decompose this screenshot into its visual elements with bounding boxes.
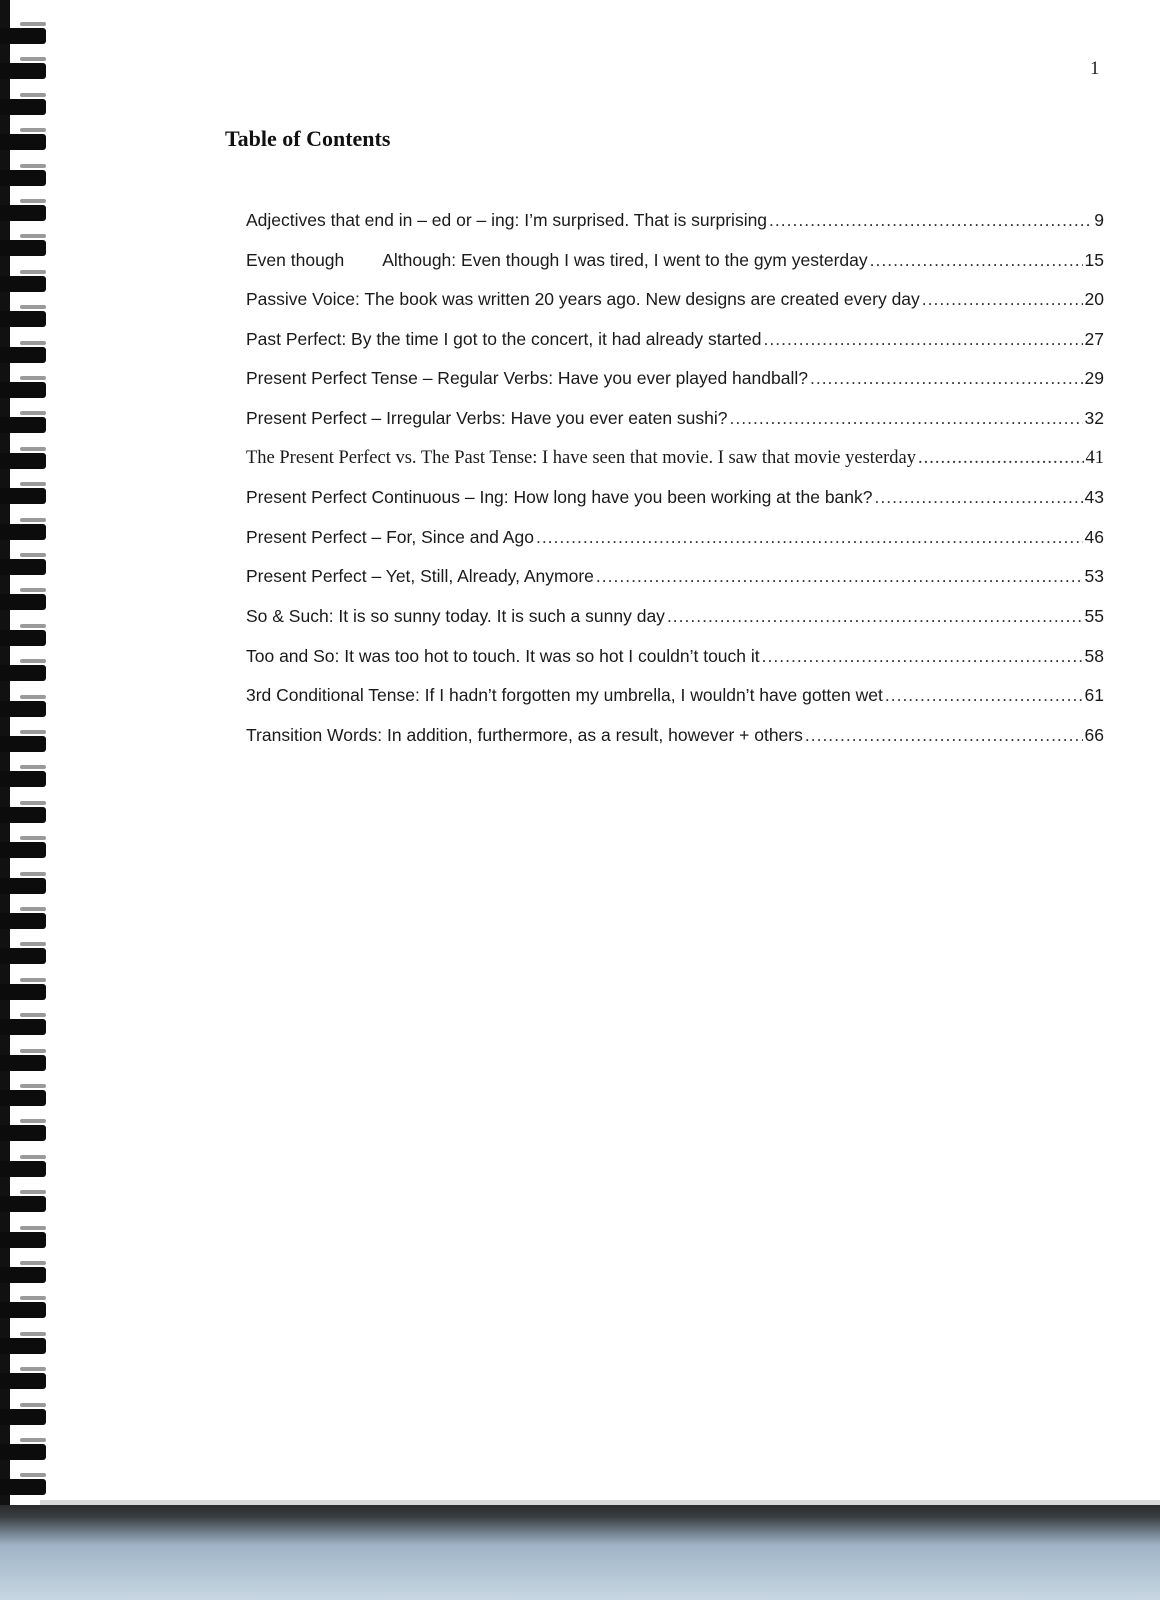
- toc-entry-page: 53: [1084, 566, 1104, 587]
- binding-ring: [0, 1338, 46, 1354]
- scanner-background: [0, 1505, 1160, 1600]
- toc-entry: [246, 602, 1104, 642]
- binding-ring: [0, 736, 46, 752]
- toc-entry-label: 3rd Conditional Tense: If I hadn’t forgotten my umbrella, I wouldn’t have gotten wet: [246, 685, 883, 706]
- binding-ring: [0, 1232, 46, 1248]
- toc-list: [246, 206, 1104, 760]
- toc-leader-dots: [762, 642, 1083, 670]
- toc-entry-page: 66: [1084, 724, 1104, 745]
- binding-ring: [0, 1267, 46, 1283]
- binding-ring: [0, 1373, 46, 1389]
- toc-leader-dots: [667, 602, 1083, 630]
- binding-ring: [0, 594, 46, 610]
- toc-leader-dots: [810, 364, 1083, 392]
- toc-entry: [246, 681, 1104, 721]
- toc-entry-label: Present Perfect – Irregular Verbs: Have you ever eaten sushi?: [246, 407, 728, 428]
- toc-leader-dots: [870, 246, 1083, 274]
- spiral-binding: [0, 0, 56, 1505]
- binding-ring: [0, 1055, 46, 1071]
- toc-entry-page: 20: [1084, 289, 1104, 310]
- toc-entry-label: Passive Voice: The book was written 20 years ago. New designs are created every day: [246, 289, 920, 310]
- toc-entry-label: Past Perfect: By the time I got to the concert, it had already started: [246, 328, 762, 349]
- binding-ring: [0, 453, 46, 469]
- toc-leader-dots: [885, 681, 1083, 709]
- binding-ring: [0, 701, 46, 717]
- binding-ring: [0, 913, 46, 929]
- toc-entry: [246, 444, 1104, 484]
- binding-ring: [0, 63, 46, 79]
- toc-entry-page: 58: [1084, 645, 1104, 666]
- binding-ring: [0, 1479, 46, 1495]
- toc-entry: [246, 285, 1104, 325]
- toc-entry: [246, 523, 1104, 563]
- binding-ring: [0, 347, 46, 363]
- binding-ring: [0, 1444, 46, 1460]
- binding-ring: [0, 878, 46, 894]
- toc-entry: [246, 562, 1104, 602]
- toc-entry-page: 9: [1094, 210, 1104, 230]
- toc-leader-dots: [536, 523, 1083, 551]
- toc-entry-page: 43: [1084, 487, 1104, 508]
- toc-entry-label: Present Perfect Continuous – Ing: How long have you been working at the bank?: [246, 487, 873, 508]
- toc-entry-label: Even though Although: Even though I was tired, I went to the gym yesterday: [246, 249, 868, 270]
- toc-entry: [246, 642, 1104, 682]
- binding-ring: [0, 488, 46, 504]
- page-number: 1: [1090, 58, 1100, 79]
- toc-entry: [246, 206, 1104, 246]
- binding-ring: [0, 240, 46, 256]
- binding-ring: [0, 1302, 46, 1318]
- binding-ring: [0, 630, 46, 646]
- toc-entry-page: 41: [1085, 447, 1104, 468]
- binding-ring: [0, 1019, 46, 1035]
- toc-entry-page: 55: [1084, 605, 1104, 626]
- binding-ring: [0, 276, 46, 292]
- toc-entry: [246, 483, 1104, 523]
- binding-ring: [0, 170, 46, 186]
- toc-entry-page: 29: [1084, 368, 1104, 389]
- binding-ring: [0, 417, 46, 433]
- toc-leader-dots: [805, 721, 1083, 749]
- binding-ring: [0, 1090, 46, 1106]
- toc-entry-page: 27: [1084, 328, 1104, 349]
- toc-entry-page: 32: [1084, 407, 1104, 428]
- toc-entry-label: Present Perfect Tense – Regular Verbs: Have you ever played handball?: [246, 368, 808, 389]
- toc-leader-dots: [922, 285, 1083, 313]
- toc-leader-dots: [764, 325, 1083, 353]
- binding-ring: [0, 807, 46, 823]
- binding-ring: [0, 134, 46, 150]
- binding-ring: [0, 99, 46, 115]
- toc-entry: [246, 246, 1104, 286]
- toc-entry: [246, 404, 1104, 444]
- toc-leader-dots: [596, 562, 1083, 590]
- toc-leader-dots: [769, 206, 1092, 234]
- toc-entry-label: Adjectives that end in – ed or – ing: I’m surprised. That is surprising: [246, 210, 768, 230]
- page-title: Table of Contents: [225, 126, 391, 151]
- toc-entry: [246, 721, 1104, 761]
- binding-ring: [0, 382, 46, 398]
- toc-entry-label: So & Such: It is so sunny today. It is such a sunny day: [246, 605, 665, 626]
- binding-ring: [0, 842, 46, 858]
- toc-leader-dots: [730, 404, 1083, 432]
- binding-ring: [0, 28, 46, 44]
- toc-entry-label: The Present Perfect vs. The Past Tense: I have seen that movie. I saw that movie yesterday: [246, 447, 916, 468]
- binding-ring: [0, 205, 46, 221]
- binding-ring: [0, 984, 46, 1000]
- binding-ring: [0, 665, 46, 681]
- binding-ring: [0, 524, 46, 540]
- binding-ring: [0, 1196, 46, 1212]
- toc-leader-dots: [875, 483, 1083, 511]
- toc-entry-page: 61: [1084, 685, 1104, 706]
- binding-ring: [0, 559, 46, 575]
- binding-ring: [0, 1125, 46, 1141]
- toc-entry: [246, 325, 1104, 365]
- toc-entry-label: Too and So: It was too hot to touch. It was so hot I couldn’t touch it: [246, 645, 760, 666]
- toc-entry-label: Transition Words: In addition, furthermore, as a result, however + others: [246, 724, 803, 745]
- binding-ring: [0, 771, 46, 787]
- toc-leader-dots: [918, 444, 1084, 472]
- toc-entry-page: 46: [1084, 526, 1104, 547]
- binding-ring: [0, 1161, 46, 1177]
- toc-entry-label: Present Perfect – For, Since and Ago: [246, 526, 534, 547]
- binding-ring: [0, 311, 46, 327]
- toc-entry-label: Present Perfect – Yet, Still, Already, Anymore: [246, 566, 594, 587]
- toc-entry-page: 15: [1084, 249, 1104, 270]
- toc-entry: [246, 364, 1104, 404]
- binding-ring: [0, 1409, 46, 1425]
- binding-ring: [0, 948, 46, 964]
